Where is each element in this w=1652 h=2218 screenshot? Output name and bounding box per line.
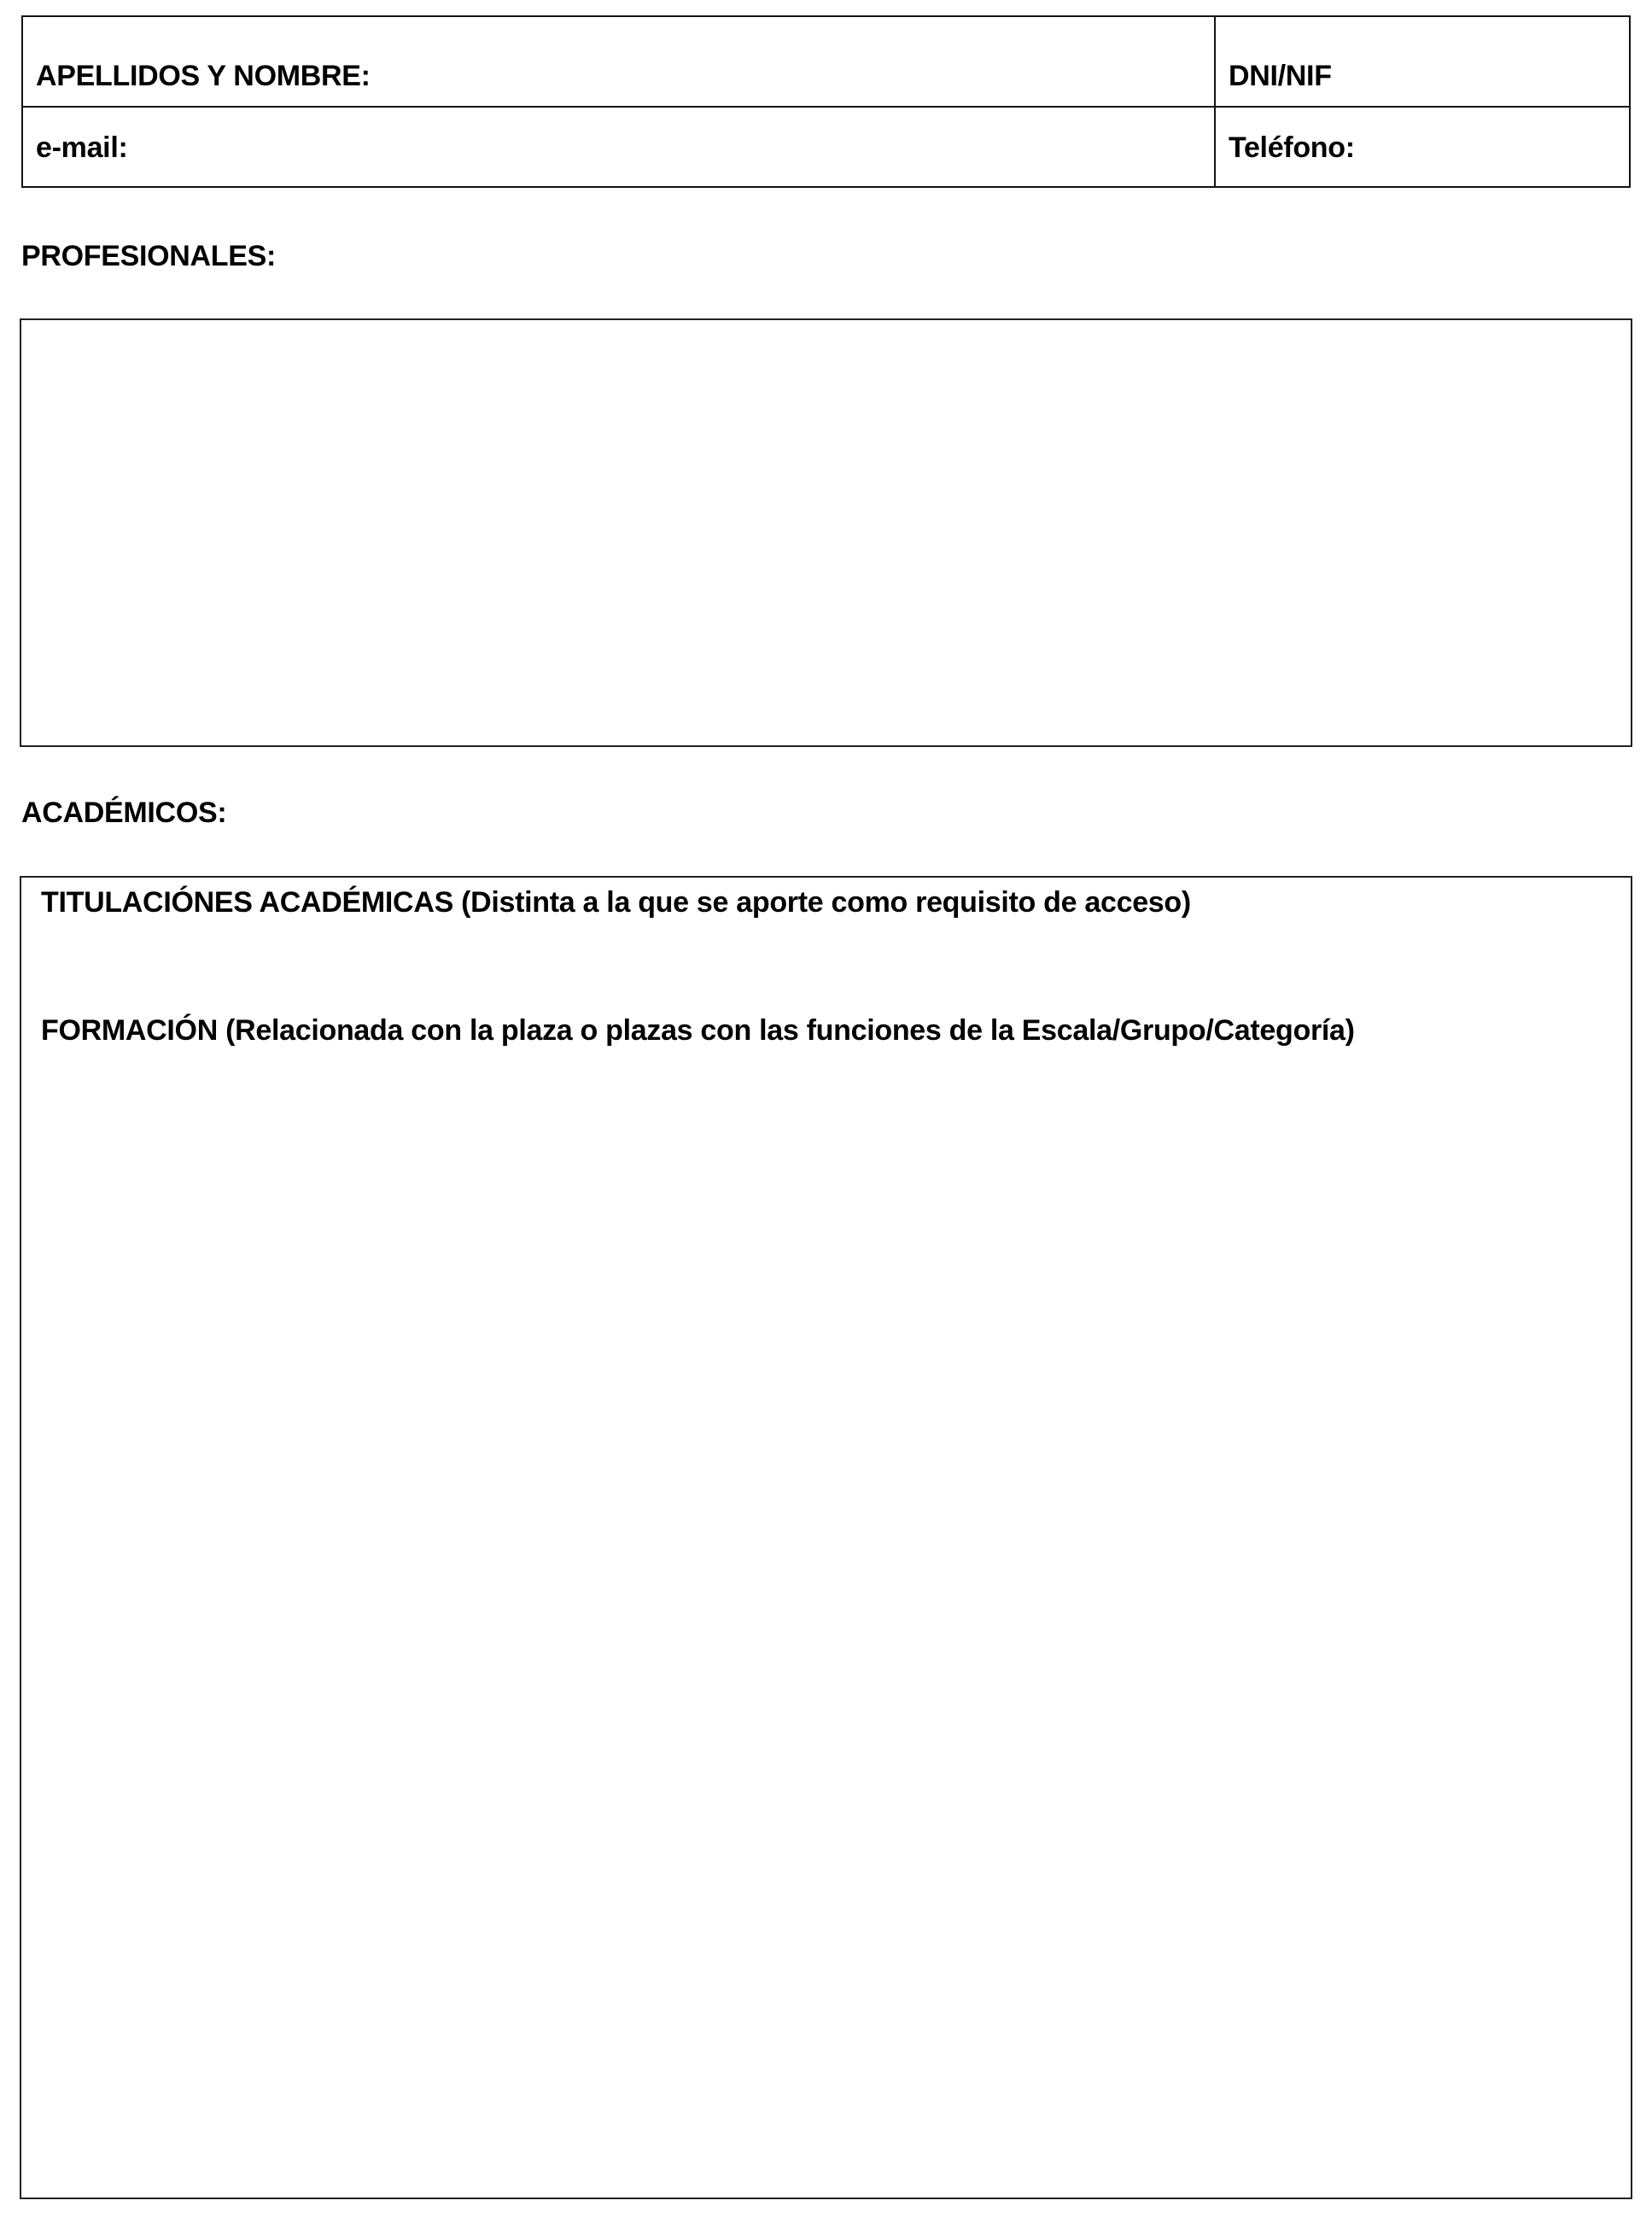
training-label: FORMACIÓN (Relacionada con la plaza o plazas con las funciones de la Escala/Grupo/Categoría) [41,1014,1355,1047]
professional-experience-box[interactable] [20,318,1632,747]
email-label: e-mail: [36,131,128,164]
academic-degrees-label: TITULACIÓNES ACADÉMICAS (Distinta a la que se aporte como requisito de acceso) [41,886,1191,919]
email-field[interactable] [23,108,1214,188]
phone-field[interactable] [1216,108,1631,188]
name-field[interactable] [23,17,1214,106]
dni-nif-label: DNI/NIF [1229,60,1332,92]
personal-data-table [21,15,1631,188]
name-label: APELLIDOS Y NOMBRE: [36,60,371,92]
section-heading-professional: PROFESIONALES: [21,240,277,272]
dni-nif-field[interactable] [1216,17,1631,106]
section-heading-academic: ACADÉMICOS: [21,797,227,829]
phone-label: Teléfono: [1229,131,1355,164]
academic-box[interactable] [20,876,1632,2199]
